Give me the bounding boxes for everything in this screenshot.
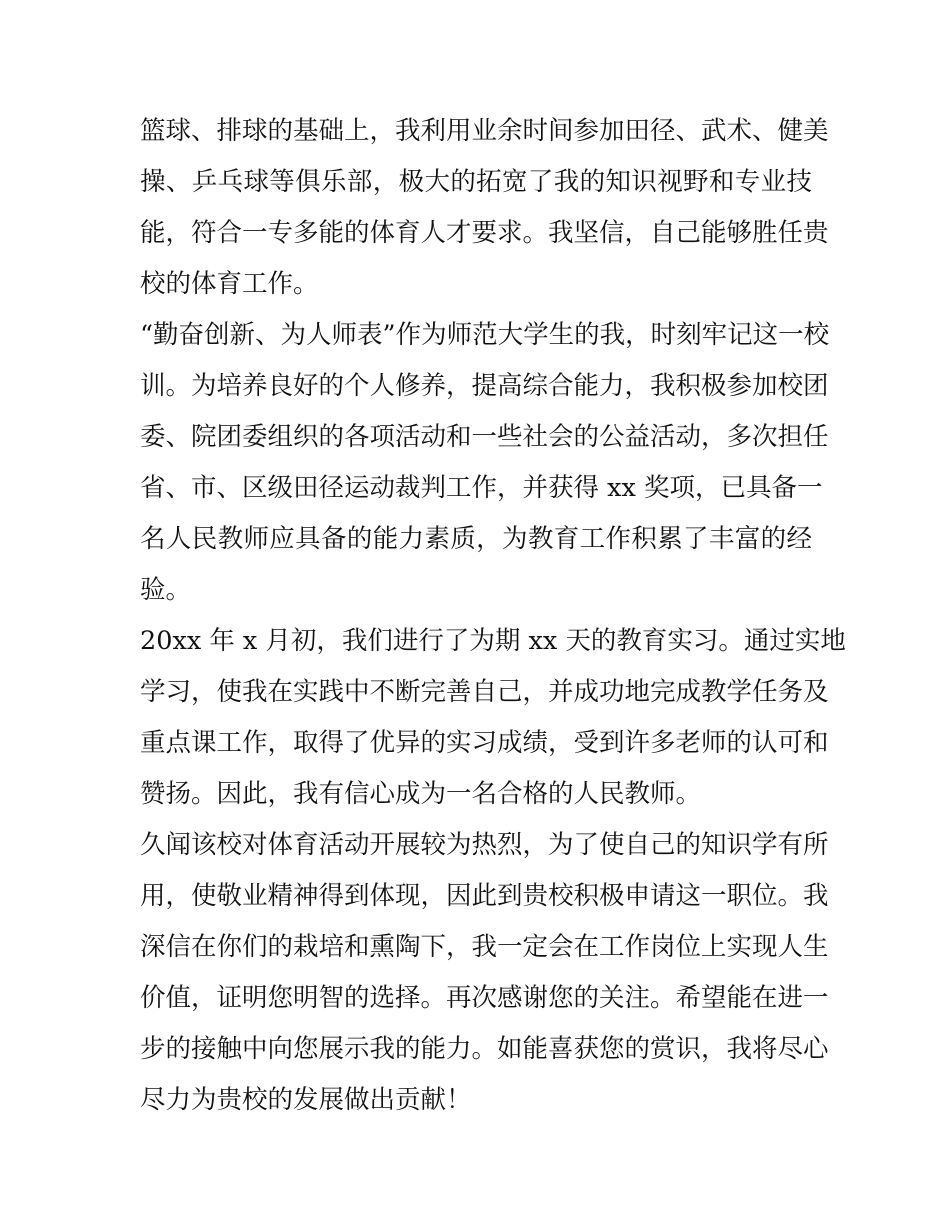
- text-line: 省、市、区级田径运动裁判工作，并获得 xx 奖项，已具备一: [140, 473, 823, 503]
- text-line: 价值，证明您明智的选择。再次感谢您的关注。希望能在进一: [140, 983, 829, 1013]
- text-line: 重点课工作，取得了优异的实习成绩，受到许多老师的认可和: [140, 728, 829, 758]
- text-line: 验。: [140, 575, 192, 605]
- text-line: 用，使敬业精神得到体现，因此到贵校积极申请这一职位。我: [140, 881, 829, 911]
- document-body: [140, 106, 846, 1126]
- text-line: 学习，使我在实践中不断完善自己，并成功地完成教学任务及: [140, 677, 829, 707]
- text-line: 赞扬。因此，我有信心成为一名合格的人民教师。: [140, 779, 702, 809]
- text-line: 能，符合一专多能的体育人才要求。我坚信，自己能够胜任贵: [140, 218, 829, 248]
- text-line: 委、院团委组织的各项活动和一些社会的公益活动，多次担任: [140, 422, 829, 452]
- text-line: 深信在你们的栽培和熏陶下，我一定会在工作岗位上实现人生: [140, 932, 829, 962]
- text-line: “勤奋创新、为人师表”作为师范大学生的我，时刻牢记这一校: [140, 320, 830, 350]
- text-line: 篮球、排球的基础上，我利用业余时间参加田径、武术、健美: [140, 116, 829, 146]
- text-line: 尽力为贵校的发展做出贡献！: [140, 1085, 472, 1115]
- text-line: 步的接触中向您展示我的能力。如能喜获您的赏识，我将尽心: [140, 1034, 829, 1064]
- text-line: 久闻该校对体育活动开展较为热烈，为了使自己的知识学有所: [140, 830, 829, 860]
- text-line: 校的体育工作。: [140, 269, 319, 299]
- text-line: 20xx 年 x 月初，我们进行了为期 xx 天的教育实习。通过实地: [140, 626, 846, 656]
- text-line: 训。为培养良好的个人修养，提高综合能力，我积极参加校团: [140, 371, 829, 401]
- text-line: 名人民教师应具备的能力素质，为教育工作积累了丰富的经: [140, 524, 812, 554]
- text-line: 操、乒乓球等俱乐部，极大的拓宽了我的知识视野和专业技: [140, 167, 812, 197]
